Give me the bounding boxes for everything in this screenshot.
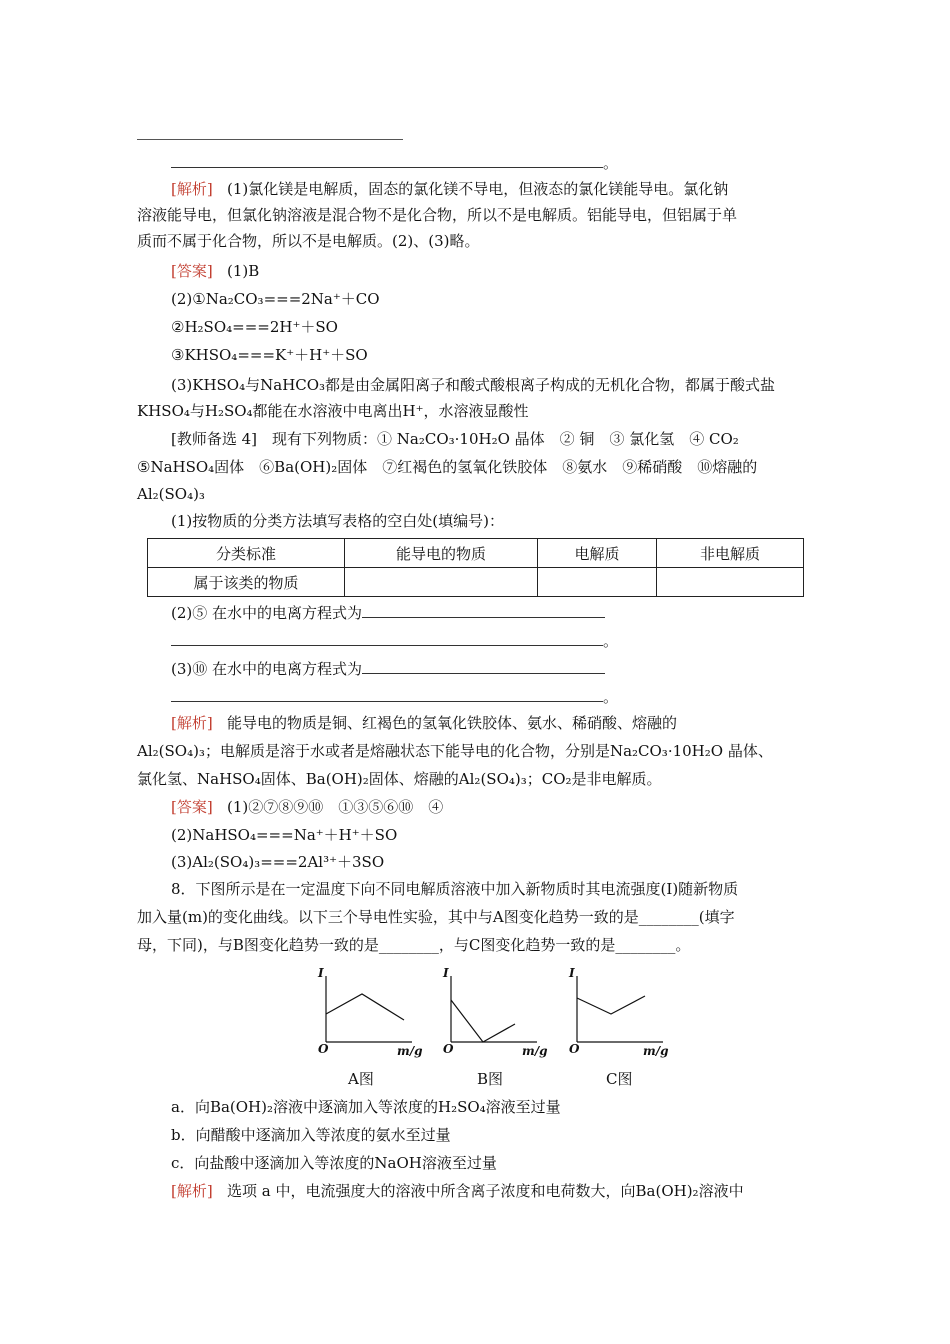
- analysis-tag: [解析]: [171, 180, 213, 198]
- graph-c-ylabel: I: [569, 966, 575, 980]
- graph-a-xlabel: m/g: [397, 1044, 423, 1058]
- answer-blank[interactable]: [362, 603, 605, 618]
- table-row-label: 属于该类的物质: [148, 568, 345, 597]
- option-b: b．向醋酸中逐滴加入等浓度的氨水至过量: [171, 1126, 451, 1144]
- table-row: [148, 539, 804, 568]
- analysis-tag: [解析]: [171, 1182, 213, 1200]
- analysis-2-line-2: Al₂(SO₄)₃；电解质是溶于水或者是熔融状态下能导电的化合物，分别是Na₂CO₃·10H₂O 晶体、: [137, 742, 773, 760]
- analysis-line-1: [171, 176, 728, 202]
- question-4-line-1: [教师备选 4] 现有下列物质：① Na₂CO₃·10H₂O 晶体 ② 铜 ③ 氯化氢 ④ CO₂: [171, 430, 739, 448]
- answer-blank[interactable]: [171, 687, 603, 702]
- answer-3-line-2: KHSO₄与H₂SO₄都能在水溶液中电离出H⁺，水溶液显酸性: [137, 402, 529, 420]
- graph-a-origin: O: [318, 1042, 329, 1056]
- table-answer-cell[interactable]: [538, 568, 657, 597]
- answer-2-line-3: (3)Al₂(SO₄)₃===2Al³⁺＋3SO: [171, 853, 385, 871]
- table-header-cell: 非电解质: [657, 539, 804, 568]
- graph-b-origin: O: [443, 1042, 454, 1056]
- graph-b-caption: B图: [477, 1070, 504, 1088]
- question-8-line-1: 8．下图所示是在一定温度下向不同电解质溶液中加入新物质时其电流强度(I)随新物质: [171, 880, 739, 898]
- question-8-line-2: 加入量(m)的变化曲线。以下三个导电性实验，其中与A图变化趋势一致的是________(填字: [137, 908, 735, 926]
- subquestion-2: (2)⑤ 在水中的电离方程式为: [171, 600, 605, 626]
- graph-b-ylabel: I: [443, 966, 449, 980]
- analysis-text: (1)氯化镁是电解质，固态的氯化镁不导电，但液态的氯化镁能导电。氯化钠: [227, 180, 729, 198]
- analysis-line-3: 质而不属于化合物，所以不是电解质。(2)、(3)略。: [137, 232, 480, 250]
- answer-blank[interactable]: [171, 631, 603, 646]
- option-a: a．向Ba(OH)₂溶液中逐滴加入等浓度的H₂SO₄溶液至过量: [171, 1098, 561, 1116]
- option-c: c．向盐酸中逐滴加入等浓度的NaOH溶液至过量: [171, 1154, 497, 1172]
- analysis-tag: [解析]: [171, 714, 213, 732]
- graph-c-origin: O: [569, 1042, 580, 1056]
- answer-tag: [答案]: [171, 262, 213, 280]
- subquestion-2-blank: 。: [171, 628, 618, 654]
- table-row: [148, 568, 804, 597]
- question-4-line-2: ⑤NaHSO₄固体 ⑥Ba(OH)₂固体 ⑦红褐色的氢氧化铁胶体 ⑧氨水 ⑨稀硝酸 ⑩熔融的: [137, 458, 758, 476]
- graph-a-caption: A图: [348, 1070, 374, 1088]
- answer-eq-2: ②H₂SO₄===2H⁺＋SO: [171, 318, 338, 336]
- graph-b-xlabel: m/g: [522, 1044, 548, 1058]
- top-rule: [137, 139, 403, 140]
- analysis-3-line-1: [解析] 选项 a 中，电流强度大的溶液中所含离子浓度和电荷数大，向Ba(OH)₂溶液中: [171, 1182, 744, 1200]
- table-header-cell: 能导电的物质: [345, 539, 538, 568]
- analysis-line-2: 溶液能导电，但氯化钠溶液是混合物不是化合物，所以不是电解质。铝能导电，但铝属于单: [137, 206, 738, 224]
- table-header-cell: 电解质: [538, 539, 657, 568]
- subquestion-3: (3)⑩ 在水中的电离方程式为: [171, 656, 605, 682]
- table-answer-cell[interactable]: [345, 568, 538, 597]
- answer-2-line-1: [答案] (1)②⑦⑧⑨⑩ ①③⑤⑥⑩ ④: [171, 798, 444, 816]
- question-4-line-3: Al₂(SO₄)₃: [137, 485, 205, 503]
- graph-c-xlabel: m/g: [643, 1044, 669, 1058]
- answer-eq-1: (2)①Na₂CO₃===2Na⁺＋CO: [171, 290, 380, 308]
- answer-line-1: [答案] (1)B: [171, 262, 260, 280]
- answer-3-line-1: (3)KHSO₄与NaHCO₃都是由金属阳离子和酸式酸根离子构成的无机化合物，都属于酸式盐: [171, 376, 776, 394]
- table-header-cell: 分类标准: [148, 539, 345, 568]
- question-8-line-3: 母，下同)，与B图变化趋势一致的是________，与C图变化趋势一致的是________。: [137, 936, 691, 954]
- table-answer-cell[interactable]: [657, 568, 804, 597]
- answer-blank-line: 。: [171, 150, 618, 176]
- subquestion-3-blank: 。: [171, 684, 618, 710]
- answer-eq-3: ③KHSO₄===K⁺＋H⁺＋SO: [171, 346, 368, 364]
- answer-2-line-2: (2)NaHSO₄===Na⁺＋H⁺＋SO: [171, 826, 398, 844]
- analysis-2-line-1: [解析] 能导电的物质是铜、红褐色的氢氧化铁胶体、氨水、稀硝酸、熔融的: [171, 714, 678, 732]
- answer-tag: [答案]: [171, 798, 213, 816]
- answer-blank[interactable]: [362, 659, 605, 674]
- analysis-2-line-3: 氯化氢、NaHSO₄固体、Ba(OH)₂固体、熔融的Al₂(SO₄)₃；CO₂是非电解质。: [137, 770, 662, 788]
- classification-table: [147, 538, 804, 597]
- subquestion-1: (1)按物质的分类方法填写表格的空白处(填编号)：: [171, 512, 504, 530]
- graph-c-caption: C图: [606, 1070, 633, 1088]
- graph-a-ylabel: I: [318, 966, 324, 980]
